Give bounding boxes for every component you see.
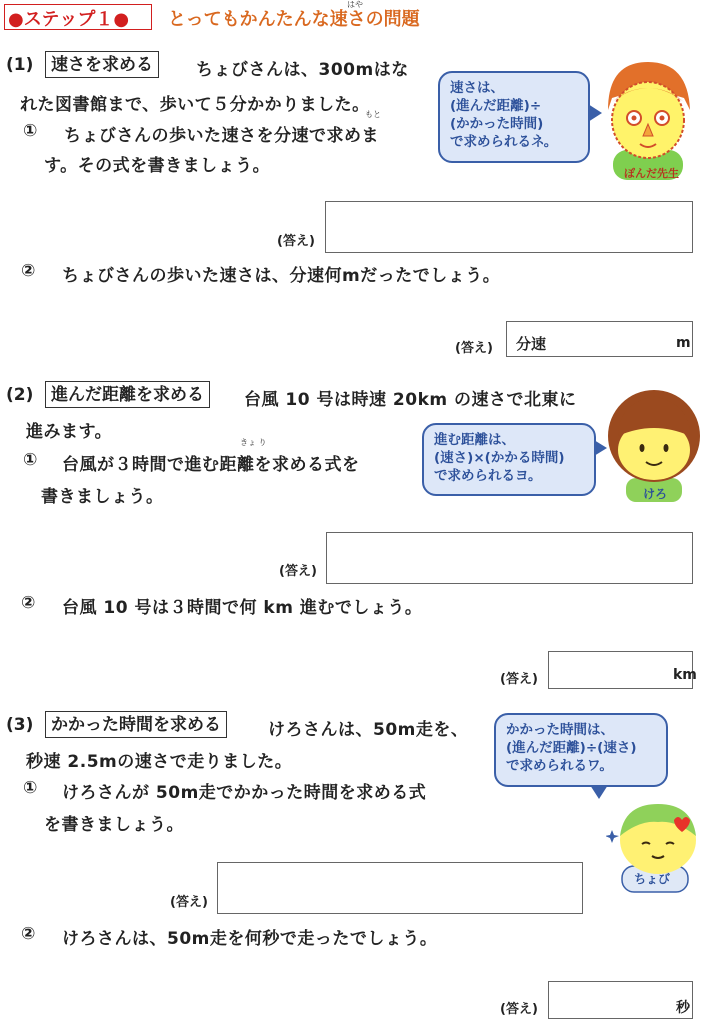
q2-sub2-marker: ② bbox=[21, 593, 36, 613]
q3-sub1-line2: を書きましょう。 bbox=[44, 815, 184, 835]
q3-topic-box: かかった時間を求める bbox=[45, 711, 227, 738]
q2-sub1-ruby: きょ り bbox=[240, 438, 267, 447]
q1-sub1-marker: ① bbox=[23, 121, 38, 141]
q1-hint-line4: で求められるネ。 bbox=[450, 134, 558, 150]
q2-sub1-line2: 書きましょう。 bbox=[41, 487, 164, 507]
q2-answer1-label: (答え) bbox=[279, 564, 317, 579]
q1-text-line1: ちょびさんは、300mはな bbox=[196, 60, 409, 80]
q1-topic-box: 速さを求める bbox=[45, 51, 159, 78]
q3-answer1-label: (答え) bbox=[170, 895, 208, 910]
q2-hint-line1: 進む距離は、 bbox=[434, 432, 515, 448]
q2-sub2-text: 台風 10 号は３時間で何 km 進むでしょう。 bbox=[62, 598, 423, 618]
q3-text-line2: 秒速 2.5mの速さで走りました。 bbox=[26, 752, 293, 772]
q3-sub1-line1: けろさんが 50m走でかかった時間を求める式 bbox=[62, 783, 427, 803]
q1-sub1-line2: す。その式を書きましょう。 bbox=[44, 156, 271, 176]
title-ruby: はや bbox=[347, 0, 363, 9]
q3-answer1-field[interactable] bbox=[217, 862, 583, 914]
q3-bubble-tail bbox=[590, 785, 608, 799]
q2-answer2-label: (答え) bbox=[500, 672, 538, 687]
q2-hint-line3: で求められるヨ。 bbox=[434, 468, 542, 484]
q3-sub2-text: けろさんは、50m走を何秒で走ったでしょう。 bbox=[62, 929, 438, 949]
q1-answer2-label: (答え) bbox=[455, 341, 493, 356]
ponda-sensei-character bbox=[598, 60, 698, 182]
q1-hint-line1: 速さは、 bbox=[450, 80, 504, 96]
q3-answer2-unit: 秒 bbox=[676, 1000, 690, 1016]
q2-answer2-unit: km bbox=[673, 667, 697, 683]
q3-number: (3) bbox=[6, 715, 34, 735]
q3-hint-bubble bbox=[494, 713, 668, 787]
q1-hint-line3: (かかった時間) bbox=[450, 116, 544, 132]
q3-hint-line2: (進んだ距離)÷(速さ) bbox=[506, 740, 637, 756]
q2-sub1-line1: 台風が３時間で進む距離を求める式を bbox=[62, 455, 360, 475]
q3-sub1-marker: ① bbox=[23, 778, 38, 798]
q1-answer1-label: (答え) bbox=[277, 234, 315, 249]
step-label: ●ステップ１● bbox=[8, 9, 130, 30]
q3-text-line1: けろさんは、50m走を、 bbox=[268, 720, 469, 740]
q1-sub1-line1: ちょびさんの歩いた速さを分速で求めま bbox=[64, 126, 379, 146]
q2-character-name: けろ bbox=[643, 487, 668, 501]
q2-text-line2: 進みます。 bbox=[26, 422, 113, 442]
q1-character-name: ぽんだ先生 bbox=[624, 167, 679, 180]
q1-answer2-unit: m bbox=[676, 335, 691, 351]
q1-answer1-field[interactable] bbox=[325, 201, 693, 253]
q3-hint-line3: で求められるワ。 bbox=[506, 758, 613, 774]
q3-sub2-marker: ② bbox=[21, 924, 36, 944]
q1-number: (1) bbox=[6, 55, 34, 75]
page-title: とってもかんたんな速さの問題 bbox=[168, 9, 420, 30]
q1-sub2-marker: ② bbox=[21, 261, 36, 281]
q3-hint-line1: かかった時間は、 bbox=[506, 722, 614, 738]
q2-sub1-marker: ① bbox=[23, 450, 38, 470]
q1-text-line2: れた図書館まで、歩いて５分かかりました。 bbox=[20, 95, 370, 115]
q2-answer1-field[interactable] bbox=[326, 532, 693, 584]
q2-hint-line2: (速さ)×(かかる時間) bbox=[434, 450, 565, 466]
q2-hint-bubble bbox=[422, 423, 596, 496]
q3-answer2-label: (答え) bbox=[500, 1002, 538, 1017]
q1-sub1-ruby: もと bbox=[365, 110, 381, 119]
q3-answer2-field[interactable] bbox=[548, 981, 693, 1019]
q1-hint-line2: (進んだ距離)÷ bbox=[450, 98, 542, 114]
q2-number: (2) bbox=[6, 385, 34, 405]
kero-character bbox=[604, 374, 704, 502]
q2-answer2-field[interactable] bbox=[548, 651, 693, 689]
q1-sub2-text: ちょびさんの歩いた速さは、分速何mだったでしょう。 bbox=[62, 266, 501, 286]
q2-topic-box: 進んだ距離を求める bbox=[45, 381, 210, 408]
q2-text-line1: 台風 10 号は時速 20km の速さで北東に bbox=[244, 390, 577, 410]
q1-hint-bubble bbox=[438, 71, 590, 163]
q1-answer2-prefix: 分速 bbox=[516, 335, 547, 353]
q3-character-name: ちょび bbox=[634, 872, 671, 886]
